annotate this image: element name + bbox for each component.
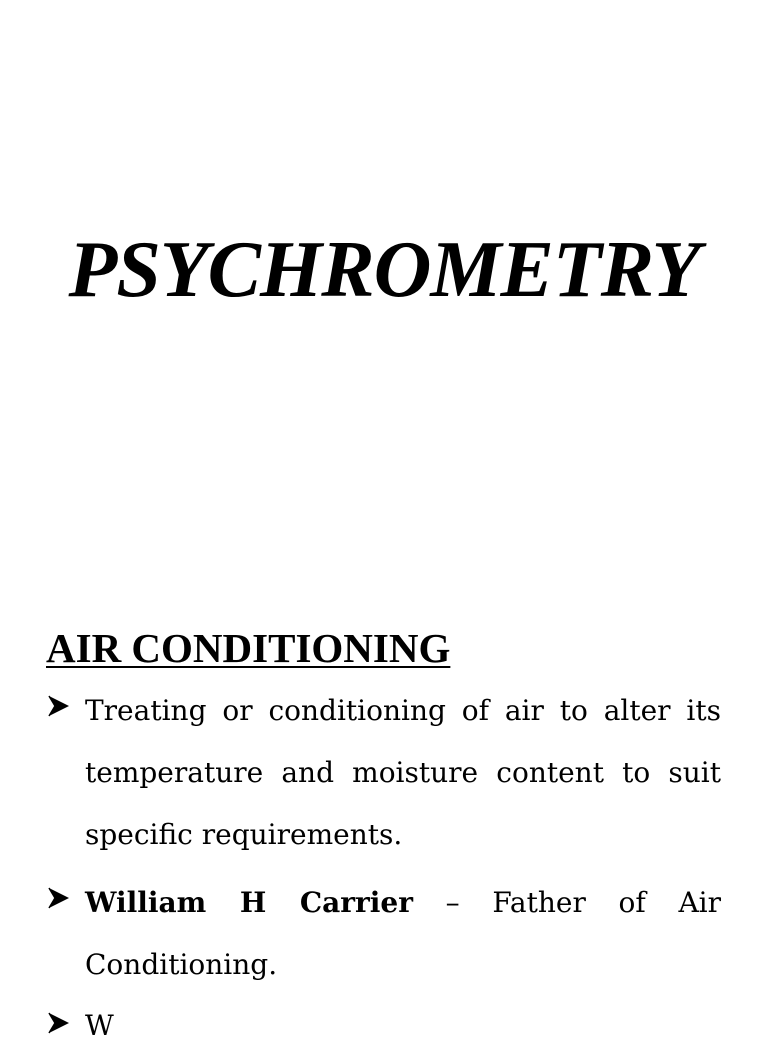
bullet-item-text: Treating or conditioning of air to alter its temperature and moisture content to suit specific requirements. — [85, 694, 721, 851]
section-heading: AIR CONDITIONING — [46, 625, 451, 671]
bullet-item-text: – Father of Air Conditioning. — [85, 886, 722, 981]
arrowhead-bullet-icon — [46, 1010, 76, 1040]
arrowhead-bullet-icon — [46, 693, 76, 723]
arrowhead-bullet-icon — [46, 885, 76, 915]
bullet-item — [85, 872, 721, 996]
page-title: PSYCHROMETRY — [68, 226, 700, 314]
bullet-item-bold-lead: William H Carrier — [85, 886, 413, 919]
bullet-item-text: W — [85, 1009, 114, 1042]
